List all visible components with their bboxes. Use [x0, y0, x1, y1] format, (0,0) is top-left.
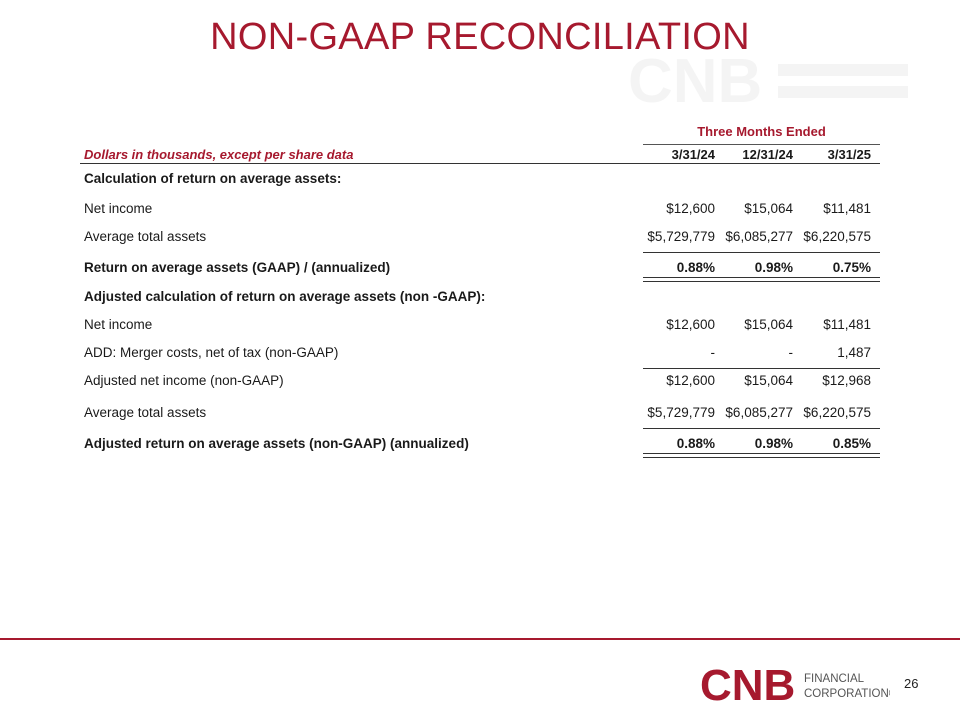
cell: -	[788, 345, 793, 360]
cell: 0.98%	[754, 260, 793, 275]
row-label: Calculation of return on average assets:	[84, 171, 342, 186]
group-header: Three Months Ended	[643, 124, 880, 145]
double-rule	[643, 453, 880, 458]
cell: 0.88%	[676, 260, 715, 275]
cell: $12,968	[822, 373, 871, 388]
page-number: 26	[904, 676, 919, 691]
row-label: Net income	[84, 201, 153, 216]
section-heading-row	[80, 282, 880, 310]
column-header: 3/31/24	[671, 147, 715, 162]
logo-letters: CNB	[700, 664, 796, 706]
page-title: NON-GAAP RECONCILIATION	[210, 16, 750, 58]
column-header: 3/31/25	[827, 147, 871, 162]
cell: -	[710, 345, 715, 360]
cell: $6,085,277	[725, 405, 793, 420]
cell: $5,729,779	[647, 405, 715, 420]
cell: 0.75%	[832, 260, 871, 275]
top-rule	[643, 368, 880, 369]
cell: $6,220,575	[803, 405, 871, 420]
row-label: Return on average assets (GAAP) / (annualized)	[84, 260, 391, 275]
table-row	[80, 396, 880, 426]
svg-text:CNB: CNB	[628, 52, 763, 110]
cell: 0.98%	[754, 436, 793, 451]
cell: $11,481	[823, 201, 871, 216]
table-row	[80, 338, 880, 366]
subtotal-row	[80, 366, 880, 396]
table-row	[80, 222, 880, 250]
cell: 0.85%	[832, 436, 871, 451]
cell: $12,600	[666, 317, 715, 332]
cell: $6,085,277	[725, 229, 793, 244]
total-row	[80, 426, 880, 458]
row-label: Adjusted return on average assets (non-GAAP) (annualized)	[84, 436, 469, 451]
row-label: Adjusted calculation of return on average assets (non -GAAP):	[84, 289, 486, 304]
section-heading-row	[80, 164, 880, 194]
top-rule	[643, 252, 880, 253]
table-row	[80, 310, 880, 338]
logo-line-2: CORPORATION®	[804, 688, 890, 700]
table-row	[80, 194, 880, 222]
cell: $15,064	[744, 373, 793, 388]
table-header-row	[80, 145, 880, 164]
cell: $5,729,779	[647, 229, 715, 244]
cell: $11,481	[823, 317, 871, 332]
cell: $12,600	[666, 373, 715, 388]
row-label: Net income	[84, 317, 153, 332]
cell: $15,064	[744, 317, 793, 332]
row-label: Adjusted net income (non-GAAP)	[84, 373, 284, 388]
cell: 1,487	[837, 345, 871, 360]
cell: $6,220,575	[803, 229, 871, 244]
company-logo	[700, 664, 890, 706]
cell: 0.88%	[676, 436, 715, 451]
row-label: ADD: Merger costs, net of tax (non-GAAP)	[84, 345, 339, 360]
top-rule	[643, 428, 880, 429]
row-label: Average total assets	[84, 229, 207, 244]
units-label: Dollars in thousands, except per share data	[84, 147, 354, 162]
cell: $15,064	[744, 201, 793, 216]
total-row	[80, 250, 880, 282]
cell: $12,600	[666, 201, 715, 216]
watermark-logo	[628, 52, 918, 110]
row-label: Average total assets	[84, 405, 207, 420]
footer-divider	[0, 638, 960, 640]
logo-line-1: FINANCIAL	[804, 673, 865, 685]
column-header: 12/31/24	[742, 147, 793, 162]
